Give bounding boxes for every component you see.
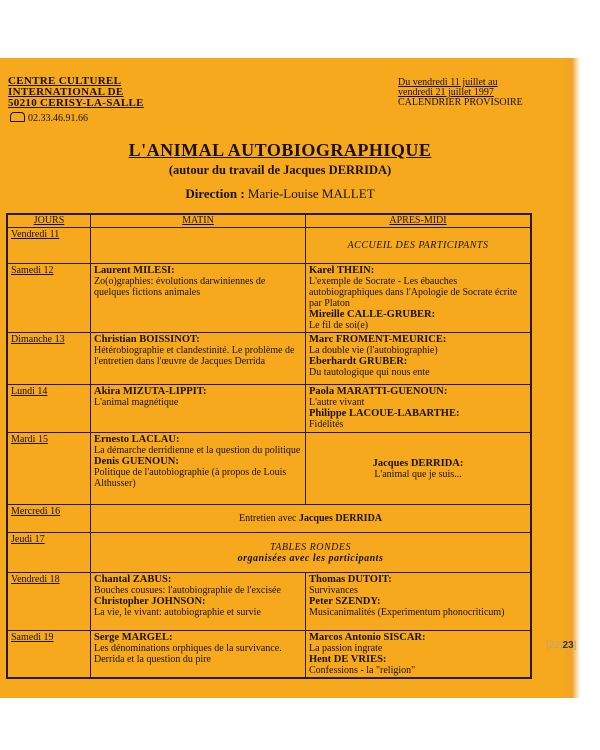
speaker-name: Laurent MILESI:	[94, 265, 175, 276]
direction-label: Direction :	[185, 186, 245, 201]
direction-line	[0, 186, 560, 202]
table-row	[7, 505, 531, 533]
day-cell: Vendredi 11	[7, 228, 91, 264]
table-row	[7, 333, 531, 385]
speaker-name: Ernesto LACLAU:	[94, 434, 180, 445]
speaker-name: Akira MIZUTA-LIPPIT:	[94, 386, 207, 397]
speaker-name: Marcos Antonio SISCAR:	[309, 632, 426, 643]
talk-title: Hétérobiographie et clandestinité. Le problème de l'entretien dans l'œuvre de Jacques Derrida	[94, 345, 295, 367]
calendar-status: CALENDRIER PROVISOIRE	[398, 97, 523, 108]
speaker-name: Chantal ZABUS:	[94, 574, 172, 585]
table-row	[7, 433, 531, 505]
col-jours: JOURS	[7, 214, 91, 228]
table-row	[7, 631, 531, 679]
speaker-name: Serge MARGEL:	[94, 632, 173, 643]
direction-name: Marie-Louise MALLET	[247, 186, 375, 201]
event-subtitle: organisées avec les participants	[237, 552, 384, 564]
talk-title: La vie, le vivant: autobiographie et survie	[94, 607, 261, 618]
document-title: L'ANIMAL AUTOBIOGRAPHIQUE	[128, 140, 432, 160]
day-cell: Mercredi 16	[7, 505, 91, 533]
phone-number	[10, 112, 88, 124]
talk-title: Le fil de soi(e)	[309, 320, 369, 331]
institution-line: 50210 CERISY-LA-SALLE	[8, 97, 144, 109]
afternoon-cell	[306, 385, 532, 433]
morning-cell	[91, 228, 306, 264]
speaker-name: Jacques DERRIDA:	[372, 457, 464, 469]
talk-title: Zo(o)graphies: évolutions darwiniennes de quelques fictions animales	[94, 276, 266, 298]
institution-line: INTERNATIONAL DE	[8, 86, 124, 98]
day-cell: Vendredi 18	[7, 573, 91, 631]
dates-line: vendredi 21 juillet 1997	[398, 87, 494, 98]
speaker-name: Christian BOISSINOT:	[94, 334, 200, 345]
table-row	[7, 385, 531, 433]
afternoon-cell	[306, 573, 532, 631]
day-cell: Jeudi 17	[7, 533, 91, 573]
page-number-left: 22	[548, 640, 560, 651]
speaker-name: Peter SZENDY:	[309, 596, 381, 607]
telephone-icon	[10, 112, 25, 122]
institution-address	[8, 76, 144, 109]
full-day-cell	[91, 533, 532, 573]
morning-cell	[91, 385, 306, 433]
speaker-name: Eberhardt GRUBER:	[309, 356, 408, 367]
institution-line: CENTRE CULTUREL	[8, 75, 122, 87]
speaker-name: Marc FROMENT-MEURICE:	[309, 334, 447, 345]
day-cell: Mardi 15	[7, 433, 91, 505]
talk-title: Bouches cousues: l'autobiographie de l'excisée	[94, 585, 281, 596]
speaker-name: Christopher JOHNSON:	[94, 596, 206, 607]
morning-cell	[91, 631, 306, 679]
talk-title: L'autre vivant	[309, 397, 365, 408]
phone-text: 02.33.46.91.66	[28, 113, 88, 124]
talk-title: Confessions - la "religion"	[309, 665, 416, 676]
day-cell: Lundi 14	[7, 385, 91, 433]
talk-title: L'animal que je suis...	[374, 468, 462, 480]
table-row	[7, 533, 531, 573]
table-row	[7, 228, 531, 264]
talk-title: L'exemple de Socrate - Les ébauches autobiographiques dans l'Apologie de Socrate écrite par Platon	[309, 276, 518, 309]
event-text: Entretien avec	[238, 513, 297, 524]
talk-title: Fidélités	[309, 419, 344, 430]
talk-title: La passion ingrate	[309, 643, 383, 654]
afternoon-cell	[306, 333, 532, 385]
page-numbers: [22|23]	[546, 640, 577, 651]
morning-cell	[91, 333, 306, 385]
day-cell: Samedi 19	[7, 631, 91, 679]
speaker-name: Karel THEIN:	[309, 265, 375, 276]
morning-cell	[91, 573, 306, 631]
document-subtitle: (autour du travail de Jacques DERRIDA)	[168, 163, 392, 177]
talk-title: Du tautologique qui nous ente	[309, 367, 430, 378]
programme-table	[6, 213, 532, 679]
torn-page-edge	[560, 58, 580, 698]
speaker-name: Jacques DERRIDA	[298, 513, 383, 524]
day-cell: Dimanche 13	[7, 333, 91, 385]
speaker-name: Mireille CALLE-GRUBER:	[309, 309, 436, 320]
talk-title: Les dénominations orphiques de la survivance. Derrida et la question du pire	[94, 643, 282, 665]
title-block	[0, 140, 560, 178]
afternoon-cell	[306, 631, 532, 679]
event-title: TABLES RONDES	[269, 541, 352, 553]
speaker-name: Denis GUENOUN:	[94, 456, 179, 467]
afternoon-cell: ACCUEIL DES PARTICIPANTS	[306, 228, 532, 264]
full-day-cell	[91, 505, 532, 533]
table-row	[7, 264, 531, 333]
talk-title: Politique de l'autobiographie (à propos de Louis Althusser)	[94, 467, 287, 489]
col-matin: MATIN	[91, 214, 306, 228]
afternoon-cell	[306, 433, 532, 505]
table-header-row	[7, 214, 531, 228]
dates-line: Du vendredi 11 juillet au	[398, 77, 498, 88]
talk-title: L'animal magnétique	[94, 397, 179, 408]
speaker-name: Philippe LACOUE-LABARTHE:	[309, 408, 460, 419]
speaker-name: Thomas DUTOIT:	[309, 574, 392, 585]
afternoon-cell	[306, 264, 532, 333]
talk-title: La double vie (l'autobiographie)	[309, 345, 438, 356]
morning-cell	[91, 264, 306, 333]
day-cell: Samedi 12	[7, 264, 91, 333]
table-row	[7, 573, 531, 631]
speaker-name: Paola MARATTI-GUENOUN:	[309, 386, 448, 397]
talk-title: Musicanimalités (Experimentum phonocriticum)	[309, 607, 505, 618]
talk-title: La démarche derridienne et la question du politique	[94, 445, 301, 456]
date-range	[398, 78, 523, 108]
speaker-name: Hent DE VRIES:	[309, 654, 387, 665]
col-apres-midi: APRES-MIDI	[306, 214, 532, 228]
morning-cell	[91, 433, 306, 505]
page-number-right: 23	[562, 640, 574, 651]
talk-title: Survivances	[309, 585, 358, 596]
